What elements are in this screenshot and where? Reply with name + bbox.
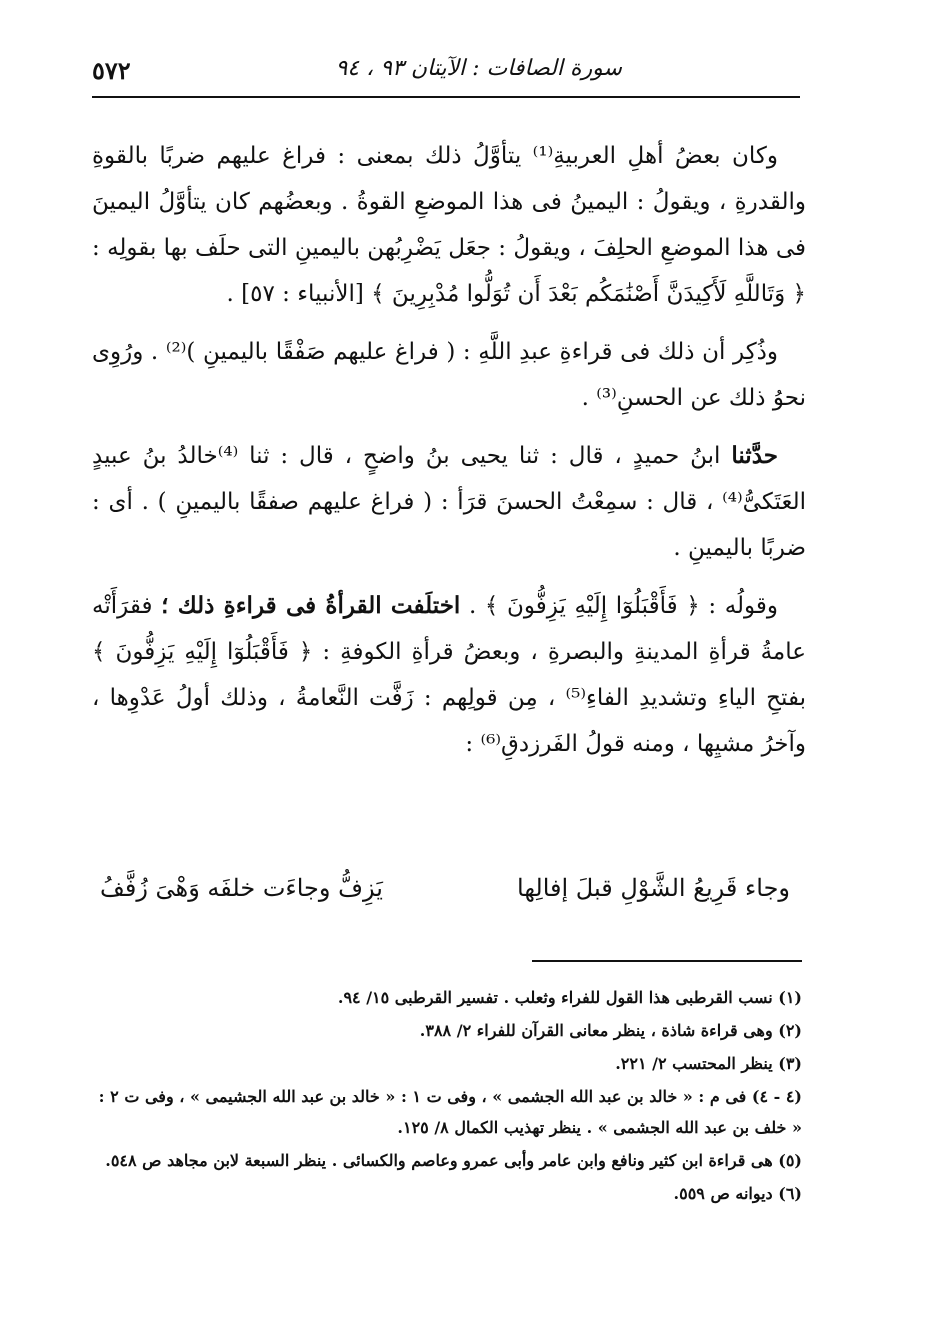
footnote-2: (٢) وهى قراءة شاذة ، ينظر معانى القرآن للفراء ٢/ ٣٨٨. (419, 1021, 802, 1040)
page-number: ٥٧٢ (92, 56, 131, 85)
isnad-opening: حدَّثنا (731, 442, 778, 469)
paragraph-2: وذُكِر أن ذلك فى قراءةِ عبدِ اللَّهِ : ( فراغ عليهم صَفْقًا باليمينِ )⁽²⁾ . ورُوِى نحوُ ذلك عن الحسنِ⁽³⁾ . (92, 339, 806, 411)
verse-hemistich-2: يَزِفُّ وجاءَت خلفَه وَهْىَ زُفَّفُ (100, 874, 383, 902)
verse-hemistich-1: وجاء قَرِيعُ الشَّوْلِ قبلَ إفالِها (517, 874, 790, 902)
footnote-5: (٥) هى قراءة ابن كثير ونافع وابن عامر وأبى عمرو وعاصم والكسائى . ينظر السبعة لابن مجاهد ص ٥٤٨. (105, 1151, 802, 1170)
page-header (92, 50, 800, 98)
paragraph-3-text: ابنُ حميدٍ ، قال : ثنا يحيى بنُ واضحٍ ، قال : ثنا ⁽⁴⁾خالدُ بنُ عبيدٍ العَتَكىُّ⁽⁴⁾ ، قال : سمِعْتُ الحسنَ قرَأ : ( فراغ عليهم صفقًا باليمينِ ) . أى : ضربًا باليمينِ . (92, 443, 806, 561)
paragraph-3 (92, 433, 806, 571)
paragraph-4-bold: اختلَفت القرأةُ فى قراءةِ ذلك ؛ (161, 592, 461, 619)
footnote-4: (٤ - ٤) فى م : « خالد بن عبد الله الجشمى » ، وفى ت ١ : « خالد بن عبد الله الجشيمى » ، وفى ت ٢ : « خلف بن عبد الله الجشمى » . ينظر تهذيب الكمال ٨/ ١٢٥. (98, 1087, 802, 1137)
footnote-1: (١) نسب القرطبى هذا القول للفراء وثعلب . تفسير القرطبى ١٥/ ٩٤. (337, 988, 802, 1007)
paragraph-4-text: فقرَأَتْه عامةُ قرأةِ المدينةِ والبصرةِ ، وبعضُ قرأةِ الكوفةِ : ﴿ فَأَقْبَلُوٓا إِلَيْهِ يَزِفُّونَ ﴾ بفتحِ الياءِ وتشديدِ الفاءِ⁽⁵⁾ ، مِن قولِهم : زَفَّت النَّعامةُ ، وذلك أولُ عَدْوِها ، وآخرُ مشيِها ، ومنه قولُ الفَرزدقِ⁽⁶⁾ : (92, 593, 807, 757)
paragraph-1: وكان بعضُ أهلِ العربيةِ⁽¹⁾ يتأوَّلُ ذلك بمعنى : فراغ عليهم ضربًا بالقوةِ والقدرةِ ، ويقولُ : اليمينُ فى هذا الموضعِ القوةُ . وبعضُهم كان يتأوَّلُ اليمينَ فى هذا الموضعِ الحلِفَ ، ويقولُ : جعَل يَضْرِبُهن باليمينِ التى حلَف بها بقولِه : ﴿ وَتَاللَّهِ لَأَكِيدَنَّ أَصْنَٰمَكُم بَعْدَ أَن تُوَلُّوا مُدْبِرِينَ ﴾ [الأنبياء : ٥٧] . (92, 143, 806, 307)
footnote-6: (٦) ديوانه ص ٥٥٩. (673, 1184, 802, 1203)
paragraph-4-intro: وقولُه : ﴿ فَأَقْبَلُوٓا إِلَيْهِ يَزِفُّونَ ﴾ . (468, 593, 779, 619)
running-head: سورة الصافات : الآيتان ٩٣ ، ٩٤ (335, 56, 622, 81)
footnote-3: (٣) ينظر المحتسب ٢/ ٢٢١. (615, 1054, 802, 1073)
footnotes (92, 982, 802, 1211)
paragraph-4 (92, 583, 806, 767)
footnote-divider (532, 960, 802, 962)
poetry-verse (100, 860, 800, 916)
main-text (92, 133, 806, 779)
